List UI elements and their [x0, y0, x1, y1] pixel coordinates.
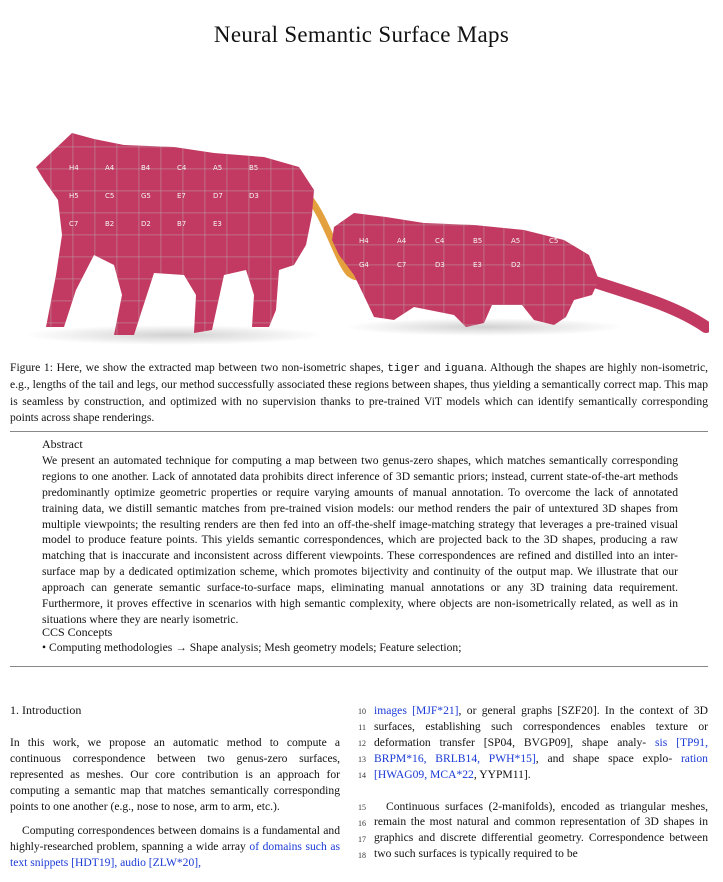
surface-patch — [51, 235, 73, 257]
citation-link-domains[interactable]: of domains such as text snippets [HDT19], audio [ZLW*20], — [10, 840, 340, 870]
surface-patch — [183, 279, 205, 301]
surface-patch — [604, 305, 624, 325]
surface-patch — [227, 235, 249, 257]
caption-text-1: Here, we show the extracted map between two non-isometric shapes, — [56, 361, 384, 374]
surface-patch — [293, 235, 315, 257]
patch-label: D3 — [249, 192, 259, 200]
surface-patch — [271, 213, 293, 235]
surface-patch — [227, 257, 249, 279]
surface-patch — [504, 285, 524, 305]
patch-label: C5 — [105, 192, 115, 200]
patch-label: A4 — [105, 164, 115, 172]
surface-patch — [584, 245, 604, 265]
surface-patch — [249, 301, 271, 323]
surface-patch — [51, 125, 73, 147]
surface-patch — [484, 285, 504, 305]
surface-patch — [139, 279, 161, 301]
surface-patch — [524, 285, 544, 305]
patch-label: D3 — [435, 261, 445, 269]
line-number: 12 — [358, 738, 366, 748]
surface-patch — [117, 169, 139, 191]
surface-patch — [604, 225, 624, 245]
surface-patch — [95, 279, 117, 301]
surface-patch — [271, 147, 293, 169]
surface-patch — [117, 191, 139, 213]
surface-patch — [183, 213, 205, 235]
intro-paragraph-4: Continuous surfaces (2-manifolds), encoded as triangular meshes, remain the most natural and common representation of 3D shapes in graphics and discrete differential geometry. Correspondence between two such surfaces is typically required to be — [374, 799, 708, 861]
patch-label: B7 — [177, 220, 187, 228]
surface-patch — [139, 257, 161, 279]
surface-patch — [95, 169, 117, 191]
surface-patch — [205, 125, 227, 147]
surface-patch — [117, 301, 139, 323]
surface-patch — [404, 205, 424, 225]
surface-patch — [161, 169, 183, 191]
surface-patch — [29, 147, 51, 169]
surface-patch — [484, 245, 504, 265]
patch-label: C4 — [177, 164, 187, 172]
surface-patch — [73, 169, 95, 191]
surface-patch — [484, 225, 504, 245]
surface-patch — [544, 285, 564, 305]
patch-label: E3 — [213, 220, 222, 228]
iguana-tail — [589, 280, 706, 327]
surface-patch — [464, 285, 484, 305]
surface-patch — [293, 147, 315, 169]
ccs-heading: CCS Concepts — [42, 625, 113, 639]
surface-patch — [293, 301, 315, 323]
patch-label: H4 — [359, 237, 369, 245]
surface-patch — [183, 125, 205, 147]
surface-patch — [249, 125, 271, 147]
surface-patch — [227, 213, 249, 235]
surface-patch — [29, 191, 51, 213]
line-numbers-b — [348, 799, 366, 863]
surface-patch — [271, 235, 293, 257]
right-column — [374, 703, 708, 862]
patch-label: D7 — [213, 192, 223, 200]
patch-label: E3 — [473, 261, 482, 269]
surface-patch — [293, 257, 315, 279]
surface-patch — [161, 235, 183, 257]
citation-link-images[interactable]: images [MJF*21] — [374, 704, 459, 717]
abstract-heading: Abstract — [42, 437, 83, 451]
surface-patch — [73, 257, 95, 279]
surface-patch — [564, 205, 584, 225]
surface-patch — [117, 213, 139, 235]
shape-name-b: iguana — [444, 363, 484, 375]
surface-patch — [29, 235, 51, 257]
surface-patch — [404, 285, 424, 305]
surface-patch — [271, 191, 293, 213]
surface-patch — [227, 147, 249, 169]
surface-patch — [205, 235, 227, 257]
surface-patch — [271, 125, 293, 147]
surface-patch — [29, 213, 51, 235]
surface-patch — [324, 325, 344, 345]
surface-patch — [161, 301, 183, 323]
patch-label: C7 — [69, 220, 79, 228]
surface-patch — [183, 257, 205, 279]
line-number: 13 — [358, 754, 366, 764]
surface-patch — [117, 147, 139, 169]
surface-patch — [464, 205, 484, 225]
caption-label: Figure 1: — [10, 361, 53, 374]
surface-patch — [293, 125, 315, 147]
surface-patch — [271, 301, 293, 323]
surface-patch — [271, 257, 293, 279]
surface-patch — [95, 125, 117, 147]
surface-patch — [29, 125, 51, 147]
surface-patch — [249, 257, 271, 279]
figure-caption — [10, 360, 708, 426]
surface-patch — [344, 285, 364, 305]
line-number: 10 — [358, 707, 366, 716]
patch-label: B2 — [105, 220, 115, 228]
surface-patch — [117, 279, 139, 301]
line-number: 11 — [358, 722, 366, 732]
surface-patch — [324, 285, 344, 305]
surface-patch — [227, 279, 249, 301]
ccs-bullet: • — [42, 641, 47, 654]
surface-patch — [183, 235, 205, 257]
surface-patch — [183, 169, 205, 191]
surface-patch — [315, 169, 337, 191]
intro-paragraph-2 — [10, 823, 340, 871]
patch-label: C5 — [549, 237, 559, 245]
surface-patch — [544, 245, 564, 265]
surface-patch — [404, 245, 424, 265]
caption-text-2: . Although the shapes are highly non-isometric, e.g., lengths of the tail and legs, our method successfully associated these regions between shapes, thus yielding a semantically correct map. This map is seamless by construction, and optimized with no supervision thanks to pre-trained ViT models which can identify semantically corresponding points across shape renderings. — [10, 361, 709, 424]
surface-patch — [249, 169, 271, 191]
surface-patch — [183, 191, 205, 213]
surface-patch — [484, 265, 504, 285]
surface-patch — [227, 125, 249, 147]
intro-p2-text: Computing correspondences between domains is a fundamental and highly-researched problem, spanning a wide array — [10, 824, 340, 854]
line-number: 15 — [358, 803, 366, 812]
surface-patch — [315, 279, 337, 301]
line-number: 14 — [358, 770, 366, 780]
teaser-figure — [14, 95, 709, 350]
surface-patch — [51, 301, 73, 323]
surface-patch — [271, 169, 293, 191]
surface-patch — [95, 235, 117, 257]
intro-p3-text-2: , and shape space explo- — [535, 751, 673, 765]
surface-patch — [524, 205, 544, 225]
intro-p3-text-3: , YYPM11]. — [473, 767, 531, 781]
surface-patch — [51, 279, 73, 301]
patch-label: G5 — [141, 192, 151, 200]
surface-patch — [404, 225, 424, 245]
surface-patch — [604, 245, 624, 265]
surface-patch — [161, 257, 183, 279]
caption-and: and — [423, 361, 441, 374]
surface-patch — [584, 225, 604, 245]
surface-patch — [205, 279, 227, 301]
surface-patch — [293, 191, 315, 213]
surface-patch — [444, 285, 464, 305]
patch-label: B5 — [473, 237, 483, 245]
surface-patch — [73, 301, 95, 323]
patch-label: C7 — [397, 261, 407, 269]
surface-patch — [205, 257, 227, 279]
section-heading-introduction: 1. Introduction — [10, 703, 82, 717]
patch-label: B5 — [249, 164, 259, 172]
surface-patch — [117, 257, 139, 279]
patch-label: A5 — [511, 237, 521, 245]
tiger-shape — [29, 125, 337, 345]
patch-label: A4 — [397, 237, 407, 245]
surface-patch — [271, 279, 293, 301]
surface-patch — [544, 205, 564, 225]
surface-patch — [227, 191, 249, 213]
surface-patch — [444, 265, 464, 285]
surface-patch — [364, 205, 384, 225]
surface-patch — [293, 213, 315, 235]
surface-patch — [139, 125, 161, 147]
surface-patch — [564, 265, 584, 285]
surface-patch — [293, 279, 315, 301]
line-number: 16 — [358, 818, 366, 828]
surface-patch — [161, 279, 183, 301]
surface-patch — [524, 265, 544, 285]
surface-patch — [139, 301, 161, 323]
surface-patch — [73, 235, 95, 257]
surface-patch — [315, 257, 337, 279]
patch-label: H4 — [69, 164, 79, 172]
surface-patch — [564, 245, 584, 265]
surface-patch — [384, 285, 404, 305]
surface-patch — [95, 301, 117, 323]
line-number: 18 — [358, 850, 366, 860]
patch-label: D2 — [511, 261, 521, 269]
surface-patch — [249, 279, 271, 301]
surface-patch — [524, 225, 544, 245]
ccs-concepts — [42, 641, 461, 654]
surface-patch — [117, 235, 139, 257]
surface-patch — [29, 169, 51, 191]
patch-label: D2 — [141, 220, 151, 228]
surface-patch — [344, 305, 364, 325]
surface-patch — [205, 169, 227, 191]
surface-patch — [315, 301, 337, 323]
intro-paragraph-3 — [374, 703, 708, 783]
surface-patch — [584, 205, 604, 225]
surface-patch — [524, 245, 544, 265]
surface-patch — [564, 285, 584, 305]
intro-p3-text-1: , or general graphs [SZF20]. In the context of 3D surfaces, establishing such correspondences enables texture or deformation transfer [SP04, BVGP09], shape analy- — [374, 704, 708, 749]
citation-link-analysis[interactable]: sis [TP91, BRPM*16, BRLB14, PWH*15] — [374, 735, 708, 765]
tiger-shadow — [24, 325, 324, 345]
surface-patch — [464, 305, 484, 325]
surface-patch — [444, 245, 464, 265]
abstract-text: We present an automated technique for computing a map between two genus-zero shapes, which matches semantically corresponding regions to one another. Lack of annotated data prohibits direct inference of 3D semantic priors; instead, current state-of-the-art methods predominantly optimize geometric properties or require varying amounts of manual annotation. To overcome the lack of annotated training data, we distill semantic matches from pre-trained vision models: our method renders the pair of untextured 3D shapes from multiple viewpoints; the resulting renders are then fed into an off-the-shelf image-matching strategy that leverages a pre-trained visual model to produce feature points. This yields semantic correspondences, which are projected back to the 3D shapes, producing a raw matching that is inaccurate and inconsistent across different viewpoints. These correspondences are refined and distilled into an inter-surface map by a dedicated optimization scheme, which promotes bijectivity and continuity of the output map. We illustrate that our approach can generate semantic surface-to-surface maps, eliminating manual annotations or any 3D training data requirement. Furthermore, it proves effective in scenarios with high semantic complexity, where objects are non-isometrically related, as well as in situations where they are nearly isometric. — [42, 453, 678, 626]
surface-patch — [444, 225, 464, 245]
patch-label: A5 — [213, 164, 223, 172]
surface-patch — [315, 147, 337, 169]
patch-label: B4 — [141, 164, 151, 172]
surface-patch — [324, 265, 344, 285]
surface-patch — [227, 301, 249, 323]
citation-link-exploration[interactable]: ration [HWAG09, MCA*22 — [374, 751, 708, 781]
surface-patch — [117, 125, 139, 147]
line-numbers-a — [348, 703, 366, 782]
surface-patch — [183, 301, 205, 323]
surface-patch — [504, 205, 524, 225]
surface-patch — [139, 235, 161, 257]
surface-patch — [564, 225, 584, 245]
surface-patch — [484, 205, 504, 225]
surface-patch — [139, 169, 161, 191]
surface-patch — [73, 279, 95, 301]
shape-name-a: tiger — [387, 363, 421, 375]
surface-patch — [73, 125, 95, 147]
patch-label: H5 — [69, 192, 79, 200]
line-number: 17 — [358, 834, 366, 844]
surface-patch — [227, 169, 249, 191]
surface-patch — [29, 301, 51, 323]
surface-patch — [293, 169, 315, 191]
surface-patch — [424, 285, 444, 305]
left-column — [10, 703, 340, 871]
surface-patch — [51, 169, 73, 191]
divider-top — [10, 431, 708, 432]
surface-patch — [95, 257, 117, 279]
surface-patch — [161, 125, 183, 147]
divider-bottom — [10, 666, 708, 667]
surface-patch — [29, 257, 51, 279]
surface-patch — [249, 235, 271, 257]
patch-label: E7 — [177, 192, 186, 200]
surface-patch — [404, 265, 424, 285]
patch-label: G4 — [359, 261, 369, 269]
surface-patch — [344, 205, 364, 225]
surface-patch — [205, 301, 227, 323]
surface-patch — [544, 265, 564, 285]
surface-patch — [604, 205, 624, 225]
surface-patch — [324, 305, 344, 325]
surface-patch — [249, 213, 271, 235]
ccs-line-text: Computing methodologies → Shape analysis; Mesh geometry models; Feature selection; — [48, 641, 462, 654]
paper-title: Neural Semantic Surface Maps — [213, 22, 510, 47]
surface-patch — [364, 285, 384, 305]
patch-label: C4 — [435, 237, 445, 245]
teaser-image — [14, 95, 709, 350]
abstract-block — [42, 437, 678, 628]
surface-patch — [29, 279, 51, 301]
surface-patch — [424, 205, 444, 225]
surface-patch — [315, 125, 337, 147]
intro-paragraph-1: In this work, we propose an automatic method to compute a continuous correspondence between two genus-zero surfaces, represented as meshes. Our core contribution is an approach for computing a semantic map that matches semantically corresponding points to one another (e.g., nose to nose, arm to arm, etc.). — [10, 735, 340, 813]
surface-patch — [444, 205, 464, 225]
surface-patch — [51, 257, 73, 279]
surface-patch — [384, 205, 404, 225]
